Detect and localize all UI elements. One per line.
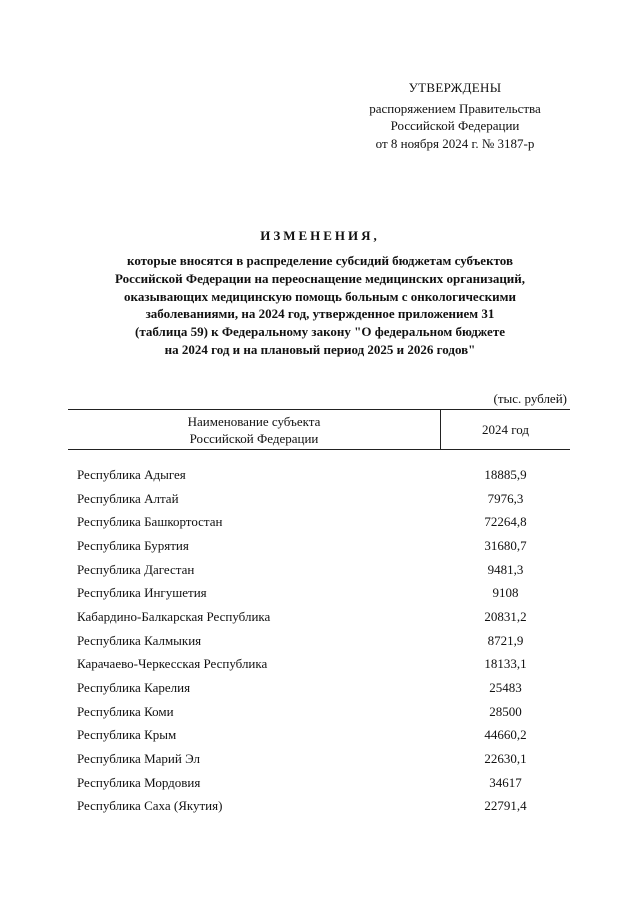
subtitle-line: на 2024 год и на плановый период 2025 и 2026 годов" bbox=[164, 341, 476, 357]
region-value: 28500 bbox=[489, 703, 522, 719]
region-name: Карачаево-Черкесская Республика bbox=[77, 656, 268, 672]
table-row bbox=[68, 534, 570, 558]
region-value: 44660,2 bbox=[484, 727, 527, 743]
subtitle-line: оказывающих медицинскую помощь больным с онкологическими bbox=[124, 288, 516, 304]
column-header-line: Российской Федерации bbox=[189, 431, 319, 446]
region-value: 22630,1 bbox=[484, 751, 527, 767]
region-value: 31680,7 bbox=[484, 537, 527, 553]
table-row bbox=[68, 581, 570, 605]
table-row bbox=[68, 676, 570, 700]
region-value: 7976,3 bbox=[487, 490, 524, 506]
table-row bbox=[68, 771, 570, 795]
region-name: Республика Бурятия bbox=[77, 537, 189, 553]
region-name: Республика Ингушетия bbox=[77, 585, 207, 601]
table-row bbox=[68, 558, 570, 582]
region-name: Республика Калмыкия bbox=[77, 632, 202, 648]
table-row bbox=[68, 510, 570, 534]
subtitle-line: (таблица 59) к Федеральному закону "О федеральном бюджете bbox=[135, 324, 505, 340]
region-name: Кабардино-Балкарская Республика bbox=[77, 608, 271, 624]
table-row bbox=[68, 747, 570, 771]
subtitle-line: заболеваниями, на 2024 год, утвержденное приложением 31 bbox=[145, 306, 495, 322]
region-name: Республика Мордовия bbox=[77, 774, 201, 790]
column-header-name bbox=[68, 410, 441, 449]
table-row bbox=[68, 724, 570, 748]
table-row bbox=[68, 463, 570, 487]
table-row bbox=[68, 700, 570, 724]
table-row bbox=[68, 629, 570, 653]
table-body bbox=[68, 463, 570, 818]
region-name: Республика Марий Эл bbox=[77, 751, 200, 767]
document-heading: ИЗМЕНЕНИЯ, bbox=[260, 228, 380, 243]
region-name: Республика Адыгея bbox=[77, 466, 186, 482]
table-row bbox=[68, 487, 570, 511]
table-header bbox=[68, 409, 570, 450]
region-value: 20831,2 bbox=[484, 608, 527, 624]
table-row bbox=[68, 605, 570, 629]
region-value: 25483 bbox=[489, 680, 522, 696]
region-name: Республика Крым bbox=[77, 727, 177, 743]
region-value: 22791,4 bbox=[484, 798, 527, 814]
approval-line: распоряжением Правительства bbox=[369, 100, 541, 116]
region-name: Республика Коми bbox=[77, 703, 174, 719]
unit-label: (тыс. рублей) bbox=[493, 391, 567, 406]
region-value: 8721,9 bbox=[487, 632, 524, 648]
region-value: 9481,3 bbox=[487, 561, 524, 577]
column-header-line: Наименование субъекта bbox=[187, 414, 321, 429]
approval-line: от 8 ноября 2024 г. № 3187-р bbox=[375, 135, 535, 151]
subtitle-line: которые вносятся в распределение субсидий бюджетам субъектов bbox=[127, 253, 513, 268]
subtitle-line: Российской Федерации на переоснащение медицинских организаций, bbox=[114, 270, 526, 286]
approval-block bbox=[340, 79, 570, 152]
region-name: Республика Дагестан bbox=[77, 561, 195, 577]
region-name: Республика Саха (Якутия) bbox=[77, 798, 223, 814]
region-value: 72264,8 bbox=[484, 514, 527, 530]
column-header-year: 2024 год bbox=[482, 422, 529, 437]
document-subtitle bbox=[60, 252, 580, 359]
table-row bbox=[68, 795, 570, 819]
table-row bbox=[68, 653, 570, 677]
region-value: 34617 bbox=[489, 774, 522, 790]
region-value: 9108 bbox=[492, 585, 519, 601]
approval-title: УТВЕРЖДЕНЫ bbox=[408, 80, 502, 95]
region-value: 18133,1 bbox=[484, 656, 527, 672]
region-name: Республика Башкортостан bbox=[77, 514, 223, 530]
approval-line: Российской Федерации bbox=[390, 118, 520, 133]
region-name: Республика Алтай bbox=[77, 490, 179, 506]
region-name: Республика Карелия bbox=[77, 680, 191, 696]
region-value: 18885,9 bbox=[484, 466, 527, 482]
